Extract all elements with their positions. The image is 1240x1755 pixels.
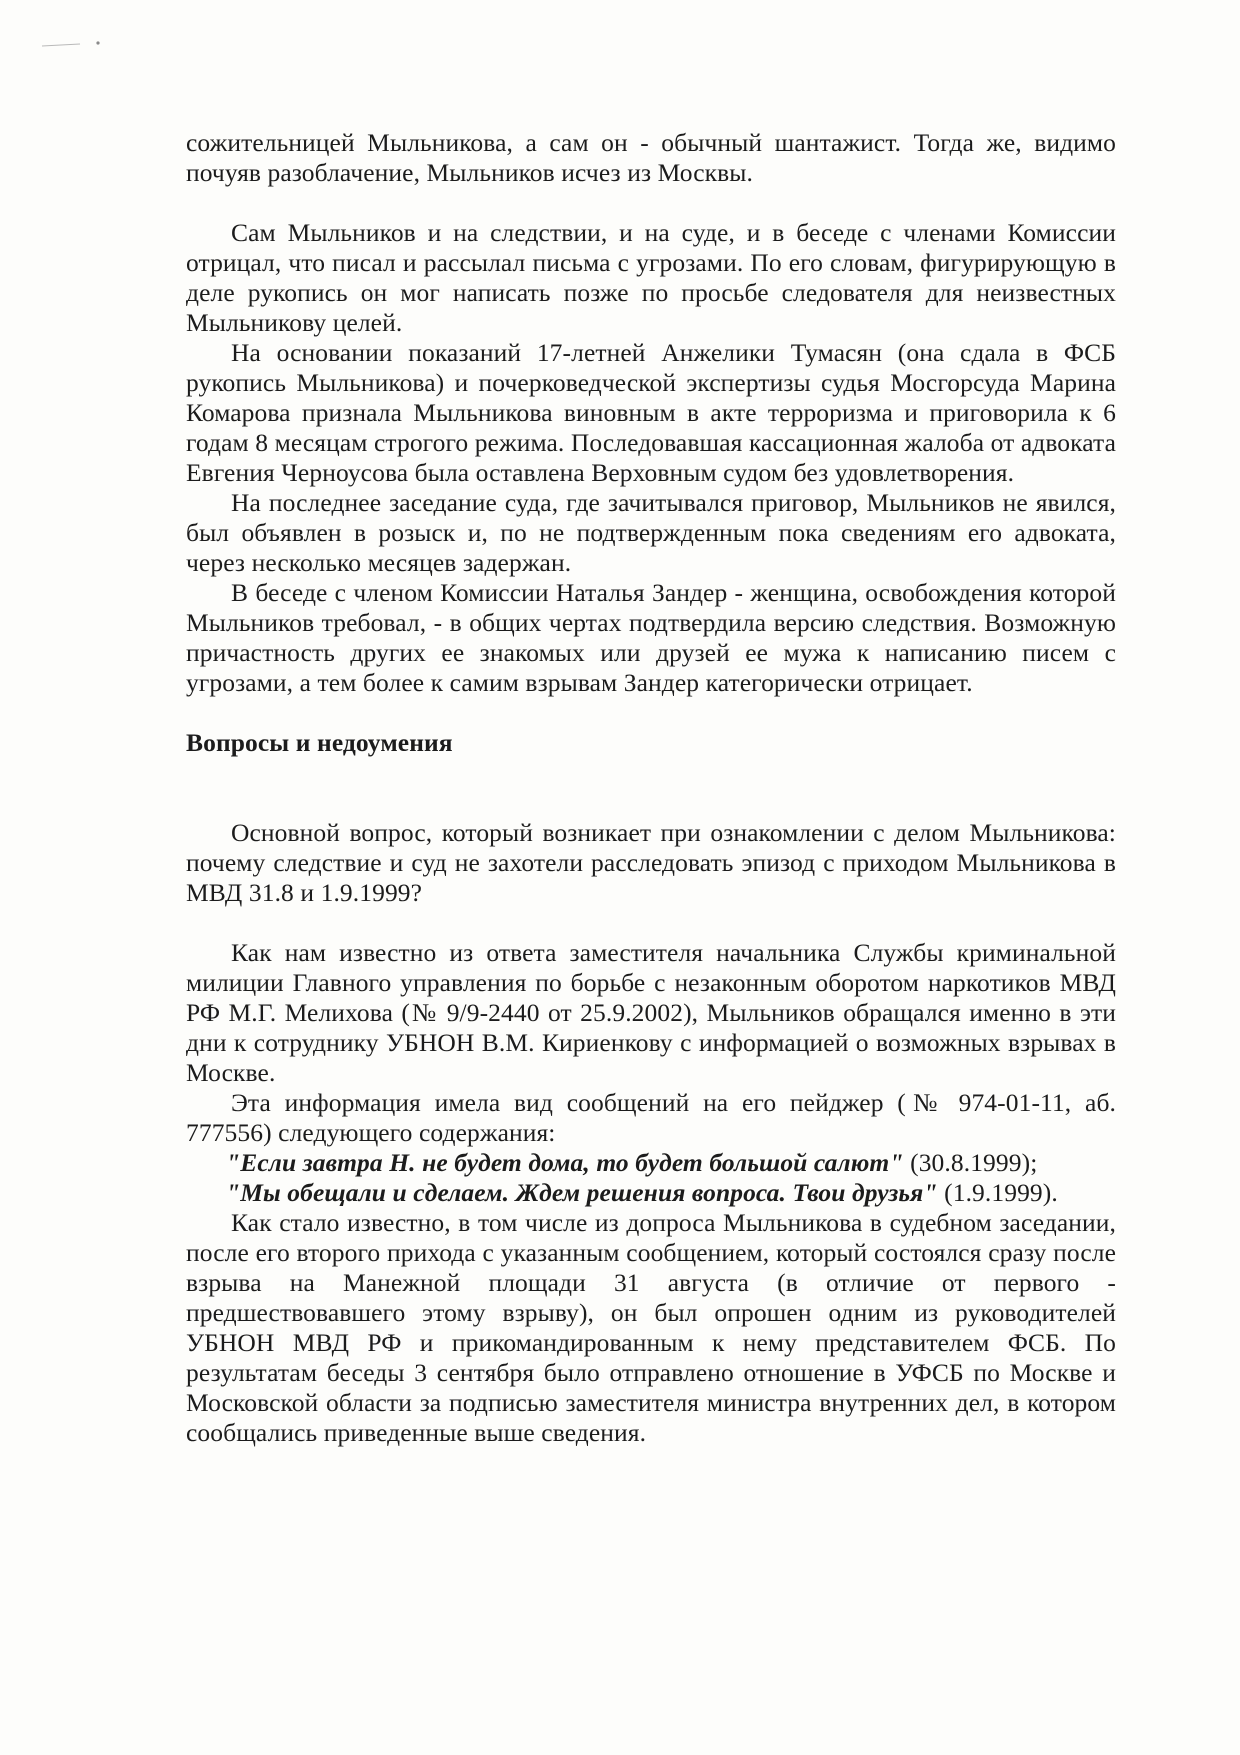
- paragraph-1: сожительницей Мыльникова, а сам он - обычный шантажист. Тогда же, видимо почуяв разоблачение, Мыльников исчез из Москвы.: [186, 128, 1116, 187]
- paragraph-2: Сам Мыльников и на следствии, и на суде, и в беседе с членами Комиссии отрицал, что писал и рассылал письма с угрозами. По его словам, фигурирующую в деле рукопись он мог написать позже по просьбе следователя для неизвестных Мыльникову целей.: [186, 218, 1116, 337]
- scan-mark: [40, 40, 102, 50]
- pager-message-1-date: (30.8.1999);: [903, 1148, 1038, 1177]
- section-heading: Вопросы и недоумения: [186, 728, 453, 757]
- paragraph-8: Эта информация имела вид сообщений на его пейджер (№ 974-01-11, аб. 777556) следующего содержания:: [186, 1088, 1116, 1147]
- pager-message-1: [186, 1148, 1116, 1178]
- pager-message-1-text: "Если завтра Н. не будет дома, то будет большой салют": [226, 1148, 904, 1177]
- paragraph-3: На основании показаний 17-летней Анжелики Тумасян (она сдала в ФСБ рукопись Мыльникова) и почерковедческой экспертизы судья Мосгорсуда Марина Комарова признала Мыльникова виновным в акте терроризма и приговорила к 6 годам 8 месяцам строгого режима. Последовавшая кассационная жалоба от адвоката Евгения Черноусова была оставлена Верховным судом без удовлетворения.: [186, 338, 1116, 487]
- document-body: [186, 128, 1116, 1448]
- pager-message-2-date: (1.9.1999).: [937, 1178, 1058, 1207]
- paragraph-6: Основной вопрос, который возникает при ознакомлении с делом Мыльникова: почему следствие и суд не захотели расследовать эпизод с приходом Мыльникова в МВД 31.8 и 1.9.1999?: [186, 818, 1116, 907]
- pager-message-2: [186, 1178, 1116, 1208]
- paragraph-4: На последнее заседание суда, где зачитывался приговор, Мыльников не явился, был объявлен в розыск и, по не подтвержденным пока сведениям его адвоката, через несколько месяцев задержан.: [186, 488, 1116, 577]
- pager-message-2-text: "Мы обещали и сделаем. Ждем решения вопроса. Твои друзья": [226, 1178, 938, 1207]
- paragraph-5: В беседе с членом Комиссии Наталья Зандер - женщина, освобождения которой Мыльников требовал, - в общих чертах подтвердила версию следствия. Возможную причастность других ее знакомых или друзей ее мужа к написанию писем с угрозами, а тем более к самим взрывам Зандер категорически отрицает.: [186, 578, 1116, 697]
- paragraph-9: Как стало известно, в том числе из допроса Мыльникова в судебном заседании, после его второго прихода с указанным сообщением, который состоялся сразу после взрыва на Манежной площади 31 августа (в отличие от первого - предшествовавшего этому взрыву), он был опрошен одним из руководителей УБНОН МВД РФ и прикомандированным к нему представителем ФСБ. По результатам беседы 3 сентября было отправлено отношение в УФСБ по Москве и Московской области за подписью заместителя министра внутренних дел, в котором сообщались приведенные выше сведения.: [186, 1208, 1116, 1447]
- paragraph-7: Как нам известно из ответа заместителя начальника Службы криминальной милиции Главного управления по борьбе с незаконным оборотом наркотиков МВД РФ М.Г. Мелихова (№ 9/9-2440 от 25.9.2002), Мыльников обращался именно в эти дни к сотруднику УБНОН В.М. Кириенкову с информацией о возможных взрывах в Москве.: [186, 938, 1116, 1087]
